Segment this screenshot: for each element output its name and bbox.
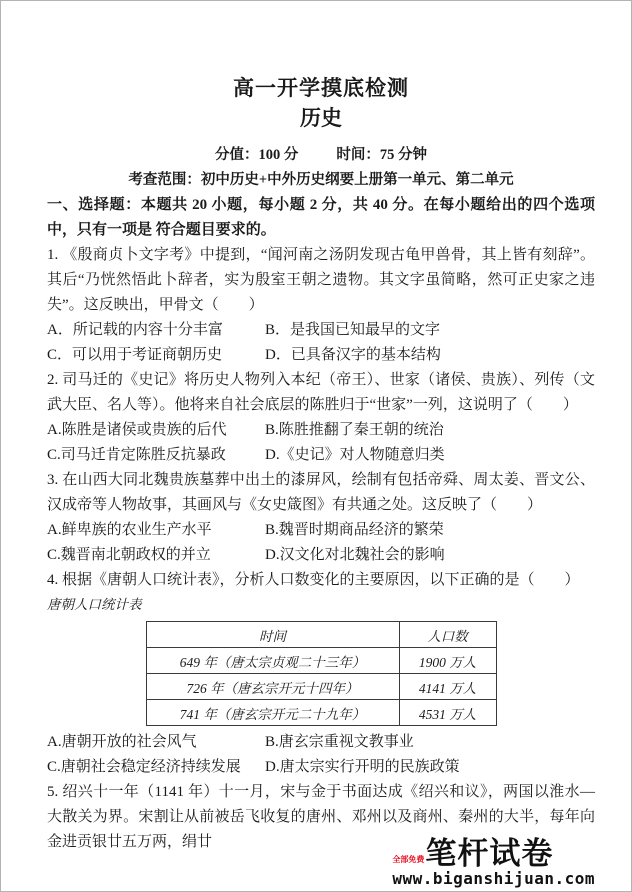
option-b: B.陈胜推翻了秦王朝的统治 <box>265 422 444 438</box>
question-4-options-cd <box>47 755 595 780</box>
question-4-stem: 4. 根据《唐朝人口统计表》，分析人口数变化的主要原因，以下正确的是（ ） <box>47 572 580 588</box>
score-value: 分值：100 分 <box>215 147 299 163</box>
question-3-options-cd <box>47 543 595 568</box>
cell-population: 1900 万人 <box>399 648 496 674</box>
cell-population: 4531 万人 <box>399 700 496 726</box>
option-c: C.魏晋南北朝政权的并立 <box>47 547 211 563</box>
cell-year: 726 年（唐玄宗开元十四年） <box>146 674 399 700</box>
question-1-stem: 1. 《殷商贞卜文字考》中提到，“闻河南之汤阴发现古龟甲兽骨，其上皆有刻辞”。其后“乃恍然悟此卜辞者，实为殷室王朝之遗物。其文字虽简略，然可正史家之违失”。这反映出，甲骨文（ ） <box>47 247 595 313</box>
biganshijuan-logo <box>392 837 595 889</box>
table-row <box>146 648 496 674</box>
site-url[interactable]: www.biganshijuan.com <box>392 869 595 888</box>
option-d: D.汉文化对北魏社会的影响 <box>265 547 445 563</box>
exam-subject: 历史 <box>300 106 342 130</box>
question-2-options-cd <box>47 443 595 468</box>
option-b: B．是我国已知最早的文字 <box>265 322 441 338</box>
table-row <box>146 700 496 726</box>
section-1-instructions: 一、选择题：本题共 20 小题，每小题 2 分，共 40 分。在每小题给出的四个选项中，只有一项是 符合题目要求的。 <box>47 197 595 238</box>
column-header-time: 时间 <box>146 622 399 648</box>
cell-population: 4141 万人 <box>399 674 496 700</box>
question-1 <box>47 243 595 368</box>
cell-year: 741 年（唐玄宗开元二十九年） <box>146 700 399 726</box>
question-2 <box>47 368 595 468</box>
brand-name: 笔杆试卷 <box>425 836 554 871</box>
question-1-options-cd <box>47 343 595 368</box>
question-3-stem: 3. 在山西大同北魏贵族墓葬中出土的漆屏风，绘制有包括帝舜、周太姜、晋文公、汉成帝等人物故事，其画风与《女史箴图》有共通之处。这反映了（ ） <box>47 472 595 513</box>
option-d: D.唐太宗实行开明的民族政策 <box>265 759 460 775</box>
option-c: C.唐朝社会稳定经济持续发展 <box>47 759 241 775</box>
population-table-caption: 唐朝人口统计表 <box>47 597 142 613</box>
question-1-options-ab <box>47 318 595 343</box>
option-a: A．所记载的内容十分丰富 <box>47 322 223 338</box>
option-c: C．可以用于考证商朝历史 <box>47 347 223 363</box>
question-5-stem: 5. 绍兴十一年（1141 年）十一月，宋与金于书面达成《绍兴和议》，两国以淮水—大散关为界。宋割让从前被岳飞收复的唐州、邓州以及商州、秦州的大半，每年向金进贡银廿五万两，绢廿 <box>47 784 595 850</box>
score-time-line <box>47 143 595 168</box>
column-header-population: 人口数 <box>399 622 496 648</box>
option-b: B.唐玄宗重视文教事业 <box>265 734 414 750</box>
exam-scope: 考查范围：初中历史+中外历史纲要上册第一单元、第二单元 <box>128 172 514 188</box>
exam-title: 高一开学摸底检测 <box>233 76 409 100</box>
question-2-stem: 2. 司马迁的《史记》将历史人物列入本纪（帝王）、世家（诸侯、贵族）、列传（文武大臣、名人等）。他将来自社会底层的陈胜归于“世家”一列，这说明了（ ） <box>47 372 595 413</box>
question-4-options-ab <box>47 730 595 755</box>
cell-year: 649 年（唐太宗贞观二十三年） <box>146 648 399 674</box>
table-row <box>146 674 496 700</box>
question-3 <box>47 468 595 568</box>
option-a: A.鲜卑族的农业生产水平 <box>47 522 212 538</box>
table-header-row <box>146 622 496 648</box>
question-3-options-ab <box>47 518 595 543</box>
question-2-options-ab <box>47 418 595 443</box>
option-b: B.魏晋时期商品经济的繁荣 <box>265 522 444 538</box>
option-a: A.唐朝开放的社会风气 <box>47 734 197 750</box>
option-d: D.《史记》对人物随意归类 <box>265 447 445 463</box>
question-4 <box>47 568 595 780</box>
option-a: A.陈胜是诸侯或贵族的后代 <box>47 422 227 438</box>
time-value: 时间：75 分钟 <box>336 147 427 163</box>
option-c: C.司马迁肯定陈胜反抗暴政 <box>47 447 226 463</box>
free-badge: 全部免费 <box>392 855 425 864</box>
tang-population-table <box>146 621 497 726</box>
option-d: D．已具备汉字的基本结构 <box>265 347 441 363</box>
exam-content <box>1 75 631 855</box>
logo-top-row <box>392 837 595 871</box>
